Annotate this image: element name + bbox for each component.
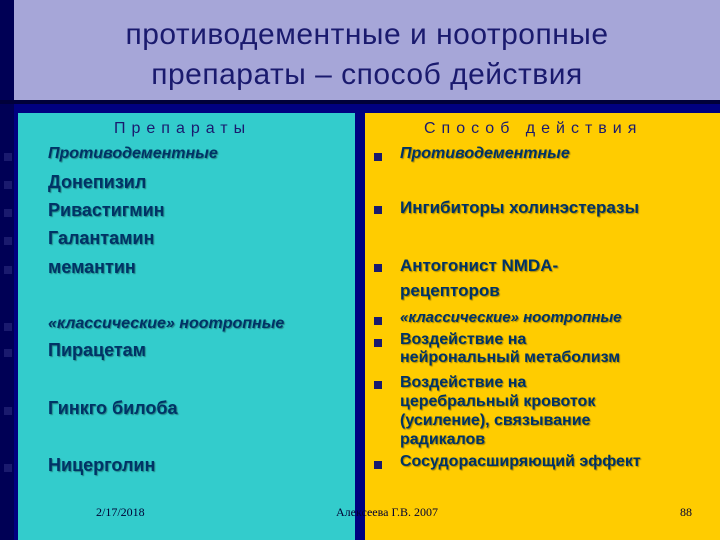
- right-item-antidementia: Противодементные: [400, 145, 570, 162]
- right-item-classic-nootropics: «классические» ноотропные: [400, 309, 622, 326]
- bullet-icon: [4, 209, 12, 217]
- bullet-icon: [4, 237, 12, 245]
- right-item-nmda-line1: Антогонист NMDA-: [400, 256, 559, 275]
- right-item-vasodilator: Сосудорасширяющий эффект: [400, 453, 641, 470]
- right-column-panel: [365, 113, 720, 540]
- right-item-cholinesterase-inhibitors: Ингибиторы холинэстеразы: [400, 198, 640, 217]
- footer-date: 2/17/2018: [96, 505, 145, 519]
- bullet-icon: [4, 266, 12, 274]
- page-title-line-1: противодементные и ноотропные: [125, 18, 609, 51]
- bullet-icon: [4, 464, 12, 472]
- bullet-icon: [4, 181, 12, 189]
- right-item-nmda-line2: рецепторов: [400, 281, 500, 300]
- left-column-heading: Препараты: [114, 120, 252, 137]
- left-item-donepezil: Донепизил: [48, 172, 147, 192]
- left-item-galantamine: Галантамин: [48, 228, 155, 248]
- title-box: [14, 0, 720, 102]
- title-shadow: [0, 100, 720, 104]
- left-item-antidementia: Противодементные: [48, 145, 218, 162]
- bullet-icon: [374, 264, 382, 272]
- right-column-heading: Способ действия: [424, 120, 643, 137]
- bullet-icon: [374, 206, 382, 214]
- bullet-icon: [374, 461, 382, 469]
- right-item-bloodflow-line1: Воздействие на: [400, 374, 527, 391]
- page-title-line-2: препараты – способ действия: [151, 58, 583, 91]
- bullet-icon: [4, 323, 12, 331]
- right-item-bloodflow-line2: церебральный кровоток: [400, 393, 596, 410]
- bullet-icon: [4, 349, 12, 357]
- right-item-metabolism-line2: нейрональный метаболизм: [400, 349, 621, 366]
- left-item-piracetam: Пирацетам: [48, 340, 146, 360]
- left-item-rivastigmine: Ривастигмин: [48, 200, 165, 220]
- left-item-nicergoline: Ницерголин: [48, 455, 156, 475]
- right-item-bloodflow-line3: (усиление), связывание: [400, 412, 591, 429]
- left-item-memantine: мемантин: [48, 257, 136, 277]
- bullet-icon: [374, 153, 382, 161]
- bullet-icon: [4, 153, 12, 161]
- right-item-metabolism-line1: Воздействие на: [400, 331, 527, 348]
- footer-page-number: 88: [680, 505, 692, 519]
- bullet-icon: [374, 381, 382, 389]
- left-item-ginkgo: Гинкго билоба: [48, 398, 178, 418]
- footer-author: Алексеева Г.В. 2007: [336, 505, 439, 519]
- bullet-icon: [374, 317, 382, 325]
- right-item-bloodflow-line4: радикалов: [400, 431, 486, 448]
- left-item-classic-nootropics: «классические» ноотропные: [48, 315, 285, 332]
- bullet-icon: [374, 339, 382, 347]
- bullet-icon: [4, 407, 12, 415]
